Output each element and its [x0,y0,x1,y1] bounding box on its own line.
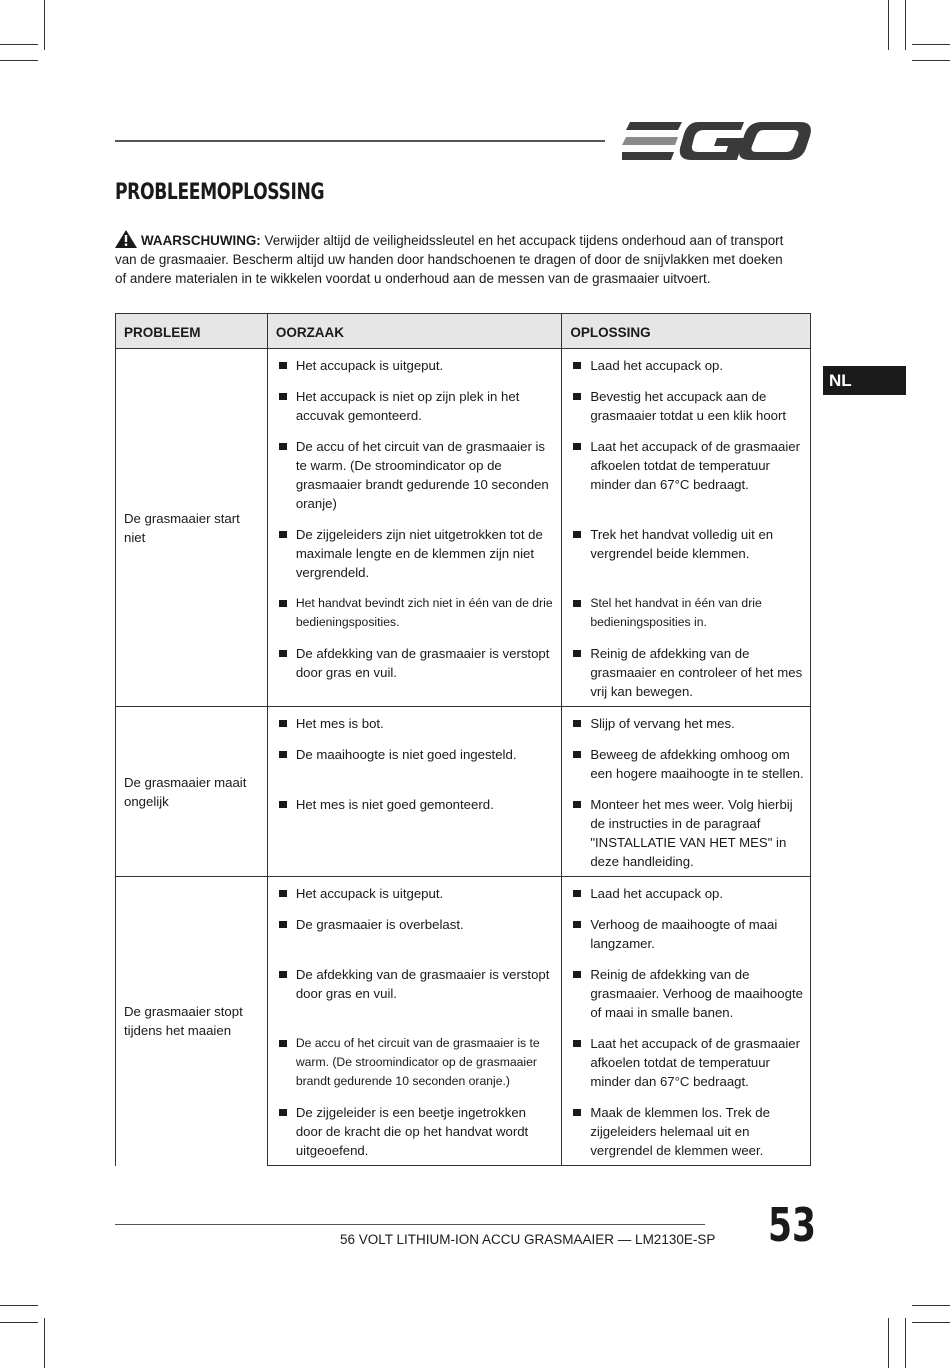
bullet-icon [279,801,287,808]
ego-logo [622,118,812,164]
bullet-icon [573,650,581,657]
bullet-icon [573,393,581,400]
warning-label: WAARSCHUWING: [141,233,261,248]
bullet-icon [573,921,581,928]
cause-cell: De grasmaaier is overbelast. [267,908,562,958]
problem-cell: De grasmaaier maait ongelijk [116,707,268,877]
solution-cell: Slijp of vervang het mes. [562,707,811,739]
solution-cell: Bevestig het accupack aan de grasmaaier totdat u een klik hoort [562,380,811,430]
cause-cell: De zijgeleiders zijn niet uitgetrokken tot de maximale lengte en de klemmen zijn niet vergrendeld. [267,518,562,587]
solution-cell: Stel het handvat in één van drie bedieningsposities in. [562,587,811,637]
footer-text: 56 VOLT LITHIUM-ION ACCU GRASMAAIER — LM2130E-SP [340,1232,716,1247]
solution-cell: Beweeg de afdekking omhoog om een hogere maaihoogte in te stellen. [562,738,811,788]
cause-cell: De afdekking van de grasmaaier is verstopt door gras en vuil. [267,958,562,1027]
page-number: 53 [768,1198,817,1252]
bullet-icon [279,531,287,538]
cause-cell: De zijgeleider is een beetje ingetrokken door de kracht die op het handvat wordt uitgeoefend. [267,1096,562,1166]
solution-cell: Reinig de afdekking van de grasmaaier. Verhoog de maaihoogte of maai in smalle banen. [562,958,811,1027]
cause-cell: De accu of het circuit van de grasmaaier is te warm. (De stroomindicator op de grasmaaier brandt gedurende 10 seconden oranje.) [267,1027,562,1096]
bullet-icon [279,1040,287,1047]
crop-mark [905,1318,906,1368]
cause-cell: Het mes is bot. [267,707,562,739]
bullet-icon [573,1109,581,1116]
solution-cell: Laat het accupack of de grasmaaier afkoelen totdat de temperatuur minder dan 67°C bedraagt. [562,1027,811,1096]
solution-cell: Reinig de afdekking van de grasmaaier en controleer of het mes vrij kan bewegen. [562,637,811,707]
solution-cell: Maak de klemmen los. Trek de zijgeleiders helemaal uit en vergrendel de klemmen weer. [562,1096,811,1166]
crop-mark [0,60,38,61]
header-problem: PROBLEEM [116,314,268,349]
header-cause: OORZAAK [267,314,562,349]
problem-cell: De grasmaaier stopt tijdens het maaien [116,877,268,1166]
page-title: PROBLEEMOPLOSSING [115,180,325,205]
troubleshooting-table [115,313,811,1166]
warning-triangle-icon [115,230,137,248]
bullet-icon [279,921,287,928]
cause-cell: Het handvat bevindt zich niet in één van de drie bedieningsposities. [267,587,562,637]
bullet-icon [573,443,581,450]
crop-mark [0,44,38,45]
table-body [116,349,811,1166]
language-tab: NL [823,366,906,395]
bullet-icon [573,801,581,808]
cause-cell: Het accupack is uitgeput. [267,877,562,909]
solution-cell: Laad het accupack op. [562,349,811,381]
problem-cell: De grasmaaier start niet [116,349,268,707]
bullet-icon [573,600,581,607]
crop-mark [0,1322,38,1323]
bullet-icon [573,362,581,369]
crop-mark [888,0,889,50]
crop-mark [888,1318,889,1368]
crop-mark [912,1322,950,1323]
bullet-icon [573,1040,581,1047]
warning-text: Verwijder altijd de veiligheidssleutel en het accupack tijdens onderhoud aan of transport van de grasmaaier. Bescherm altijd uw handen door handschoenen te dragen of door de snijvlakken met doeken of andere materialen in te wikkelen voordat u onderhoud aan de messen van de grasmaaier uitvoert. [115,233,784,286]
solution-cell: Laat het accupack of de grasmaaier afkoelen totdat de temperatuur minder dan 67°C bedraagt. [562,430,811,518]
cause-cell: Het accupack is niet op zijn plek in het accuvak gemonteerd. [267,380,562,430]
cause-cell: De maaihoogte is niet goed ingesteld. [267,738,562,788]
crop-mark [912,44,950,45]
bullet-icon [279,751,287,758]
crop-mark [912,60,950,61]
cause-cell: Het accupack is uitgeput. [267,349,562,381]
crop-mark [0,1305,38,1306]
bullet-icon [279,890,287,897]
solution-cell: Verhoog de maaihoogte of maai langzamer. [562,908,811,958]
solution-cell: Trek het handvat volledig uit en vergrendel beide klemmen. [562,518,811,587]
header-rule [115,140,605,142]
crop-mark [912,1305,950,1306]
warning-notice [115,230,795,288]
bullet-icon [279,393,287,400]
header-solution: OPLOSSING [562,314,811,349]
table-row [116,349,811,381]
bullet-icon [573,890,581,897]
bullet-icon [279,720,287,727]
bullet-icon [573,531,581,538]
solution-cell: Laad het accupack op. [562,877,811,909]
crop-mark [44,1318,45,1368]
cause-cell: Het mes is niet goed gemonteerd. [267,788,562,877]
bullet-icon [279,362,287,369]
bullet-icon [573,971,581,978]
cause-cell: De afdekking van de grasmaaier is verstopt door gras en vuil. [267,637,562,707]
crop-mark [44,0,45,50]
bullet-icon [279,971,287,978]
cause-cell: De accu of het circuit van de grasmaaier is te warm. (De stroomindicator op de grasmaaier brandt gedurende 10 seconden oranje) [267,430,562,518]
bullet-icon [279,1109,287,1116]
table-row [116,877,811,909]
bullet-icon [279,443,287,450]
bullet-icon [279,650,287,657]
solution-cell: Monteer het mes weer. Volg hierbij de instructies in de paragraaf "INSTALLATIE VAN HET MES" in deze handleiding. [562,788,811,877]
bullet-icon [573,751,581,758]
crop-mark [905,0,906,50]
table-row [116,707,811,739]
footer-rule [115,1224,705,1225]
bullet-icon [573,720,581,727]
bullet-icon [279,600,287,607]
